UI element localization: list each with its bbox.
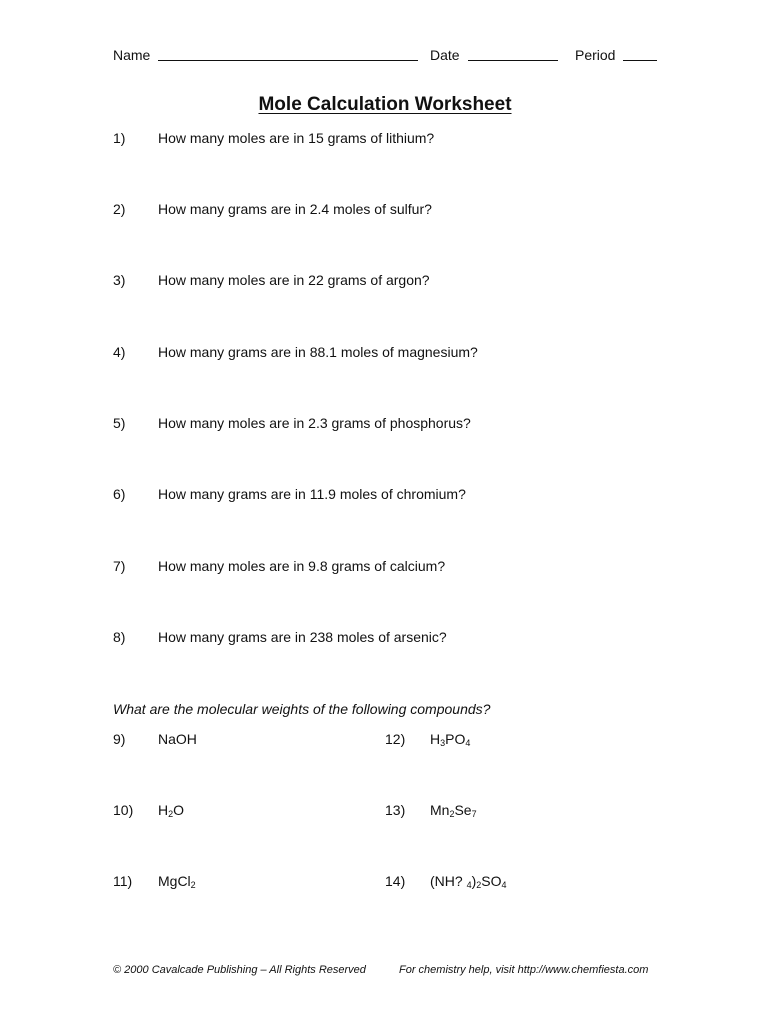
- compound-formula: $H_2O$: [158, 802, 185, 819]
- compound-number: 12): [385, 731, 406, 747]
- name-blank[interactable]: [158, 46, 418, 61]
- compound-number: 10): [113, 802, 134, 818]
- compound-formula: MgCl$_2$: [158, 873, 196, 890]
- question-number: 2): [113, 201, 126, 217]
- period-label: Period: [575, 47, 616, 63]
- question-number: 7): [113, 558, 126, 574]
- question-number: 6): [113, 486, 126, 502]
- compound-formula: $Mn_2Se_7$: [430, 802, 477, 819]
- question-text: How many moles are in 22 grams of argon?: [158, 272, 430, 288]
- footer-help-link: For chemistry help, visit http://www.chemfiesta.com: [399, 964, 649, 976]
- name-label: Name: [113, 47, 151, 63]
- compound-formula: NaOH: [158, 731, 197, 747]
- date-label: Date: [430, 47, 460, 63]
- period-blank[interactable]: [623, 46, 657, 61]
- question-number: 5): [113, 415, 126, 431]
- compound-formula: $H_3PO_4$: [430, 731, 471, 748]
- question-text: How many grams are in 2.4 moles of sulfur?: [158, 201, 432, 217]
- question-number: 4): [113, 344, 126, 360]
- compound-number: 11): [113, 873, 133, 889]
- compound-number: 13): [385, 802, 406, 818]
- question-text: How many moles are in 15 grams of lithium?: [158, 130, 435, 146]
- date-blank[interactable]: [468, 46, 558, 61]
- question-number: 1): [113, 130, 126, 146]
- question-text: How many grams are in 11.9 moles of chromium?: [158, 486, 466, 502]
- question-text: How many moles are in 9.8 grams of calcium?: [158, 558, 446, 574]
- molecular-weight-instruction: What are the molecular weights of the following compounds?: [113, 701, 491, 717]
- question-number: 3): [113, 272, 126, 288]
- question-text: How many grams are in 238 moles of arsenic?: [158, 629, 447, 645]
- compound-number: 9): [113, 731, 126, 747]
- compound-number: 14): [385, 873, 406, 889]
- compound-formula: (NH? $_4)_2SO_4$: [430, 873, 507, 890]
- question-text: How many grams are in 88.1 moles of magnesium?: [158, 344, 478, 360]
- worksheet-title: [0, 94, 770, 116]
- worksheet-title-text: Mole Calculation Worksheet: [258, 94, 512, 115]
- question-text: How many moles are in 2.3 grams of phosphorus?: [158, 415, 471, 431]
- question-number: 8): [113, 629, 126, 645]
- footer-copyright: © 2000 Cavalcade Publishing – All Rights Reserved: [113, 964, 366, 976]
